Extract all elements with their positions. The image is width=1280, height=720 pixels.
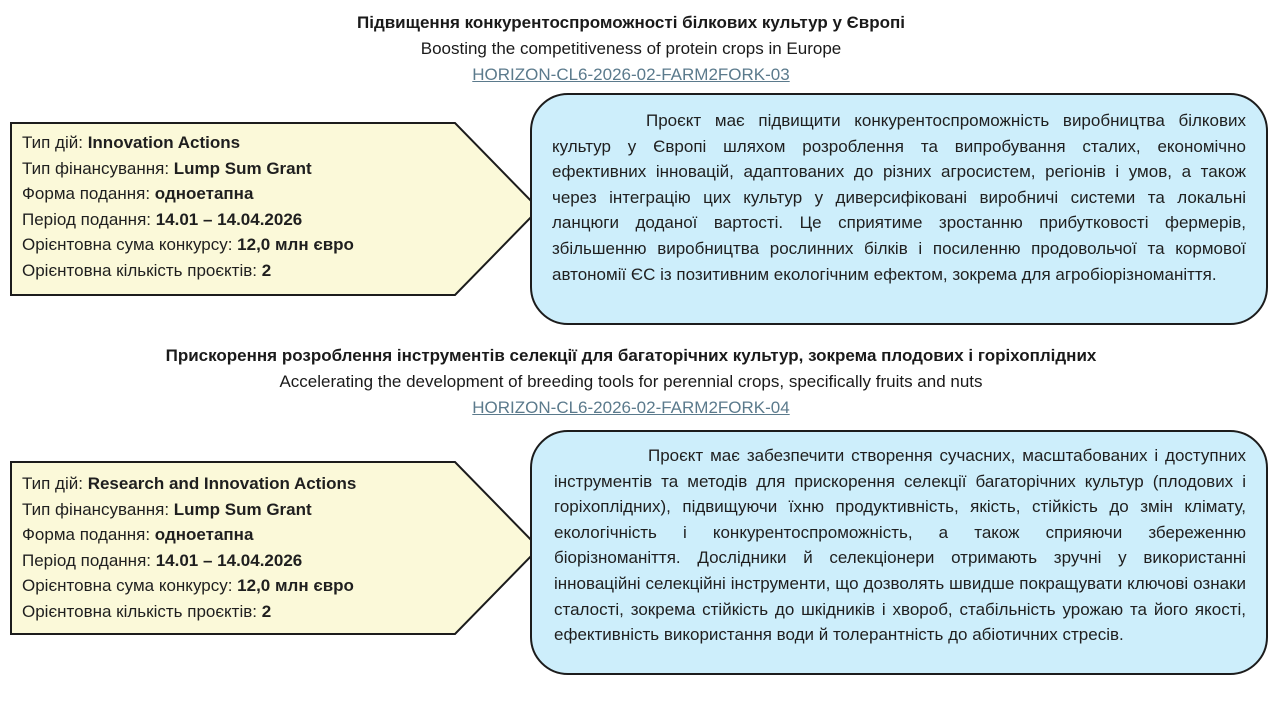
section-1-description: Проєкт має підвищити конкурентоспроможність виробництва білкових культур у Європі шляхом розроблення та випробування сталих, економічно ефективних інновацій, адаптованих до різних агросистем, регіонів і умов, а також через інтеграцію цих культур у диверсифіковані виробничі системи та локальні ланцюги доданої вартості. Це сприятиме зростанню прибутковості фермерів, збільшенню виробництва рослинних білків і посиленню продовольчої та кормової автономії ЄС із позитивним екологічним ефектом, зокрема для агробіорізноманіття. bbox=[552, 111, 1246, 284]
budget-value: 12,0 млн євро bbox=[237, 235, 354, 254]
projects-count-label: Орієнтовна кількість проєктів: bbox=[22, 601, 262, 621]
budget-value: 12,0 млн євро bbox=[237, 576, 354, 595]
section-2-call-code-link[interactable]: HORIZON-CL6-2026-02-FARM2FORK-04 bbox=[472, 398, 790, 417]
action-type-row bbox=[22, 471, 356, 497]
section-2-description-box bbox=[530, 430, 1268, 675]
funding-type-label: Тип фінансування: bbox=[22, 499, 174, 519]
submission-period-row bbox=[22, 548, 356, 574]
budget-label: Орієнтовна сума конкурсу: bbox=[22, 235, 238, 254]
budget-row bbox=[22, 573, 356, 599]
funding-type-label: Тип фінансування: bbox=[22, 158, 174, 178]
submission-period-row bbox=[22, 207, 354, 233]
funding-type-row bbox=[22, 497, 356, 523]
section-2-info bbox=[22, 471, 356, 624]
submission-form-label: Форма подання: bbox=[22, 184, 155, 203]
projects-count-label: Орієнтовна кількість проєктів: bbox=[22, 260, 262, 280]
section-1-title: Підвищення конкурентоспроможності білкових культур у Європі bbox=[357, 13, 905, 32]
submission-form-row bbox=[22, 522, 356, 548]
projects-count-value: 2 bbox=[261, 601, 272, 621]
projects-count-value: 2 bbox=[261, 260, 272, 280]
submission-form-row bbox=[22, 181, 354, 207]
action-type-value: Innovation Actions bbox=[87, 133, 241, 152]
action-type-row bbox=[22, 130, 354, 156]
submission-form-label: Форма подання: bbox=[22, 525, 155, 544]
section-2-subtitle: Accelerating the development of breeding tools for perennial crops, specifically fruits and nuts bbox=[279, 372, 983, 391]
budget-row bbox=[22, 232, 354, 258]
section-1-info bbox=[22, 130, 354, 283]
funding-type-row bbox=[22, 156, 354, 182]
section-1-description-box bbox=[530, 93, 1268, 325]
section-2-description: Проєкт має забезпечити створення сучасних, масштабованих і доступних інструментів та методів для прискорення селекції багаторічних культур (плодових і горіхоплідних), підвищуючи їхню продуктивність, якість, стійкість до змін клімату, екологічність і конкурентоспроможність, а також сприяючи збереженню біорізноманіття. Дослідники й селекціонери отримають зручні у використанні інноваційні селекційні інструменти, що дозволять швидше покращувати ключові ознаки сталості, зокрема стійкість до шкідників і хвороб, стабільність урожаю та його якості, ефективність використання води й толерантність до абіотичних стресів. bbox=[554, 446, 1246, 645]
submission-period-label: Період подання: bbox=[22, 209, 156, 229]
section-1-call-code-link[interactable]: HORIZON-CL6-2026-02-FARM2FORK-03 bbox=[472, 65, 790, 84]
submission-period-label: Період подання: bbox=[22, 550, 156, 570]
submission-form-value: одноетапна bbox=[154, 184, 254, 203]
funding-type-value: Lump Sum Grant bbox=[173, 158, 312, 178]
action-type-label: Тип дій: bbox=[22, 133, 88, 152]
projects-count-row bbox=[22, 599, 356, 625]
action-type-value: Research and Innovation Actions bbox=[87, 474, 357, 493]
submission-form-value: одноетапна bbox=[154, 525, 254, 544]
funding-type-value: Lump Sum Grant bbox=[173, 499, 312, 519]
section-2-title: Прискорення розроблення інструментів селекції для багаторічних культур, зокрема плодових і горіхоплідних bbox=[165, 346, 1097, 365]
submission-period-value: 14.01 – 14.04.2026 bbox=[155, 550, 303, 570]
action-type-label: Тип дій: bbox=[22, 474, 88, 493]
budget-label: Орієнтовна сума конкурсу: bbox=[22, 576, 238, 595]
projects-count-row bbox=[22, 258, 354, 284]
section-1-subtitle: Boosting the competitiveness of protein crops in Europe bbox=[420, 39, 842, 58]
submission-period-value: 14.01 – 14.04.2026 bbox=[155, 209, 303, 229]
